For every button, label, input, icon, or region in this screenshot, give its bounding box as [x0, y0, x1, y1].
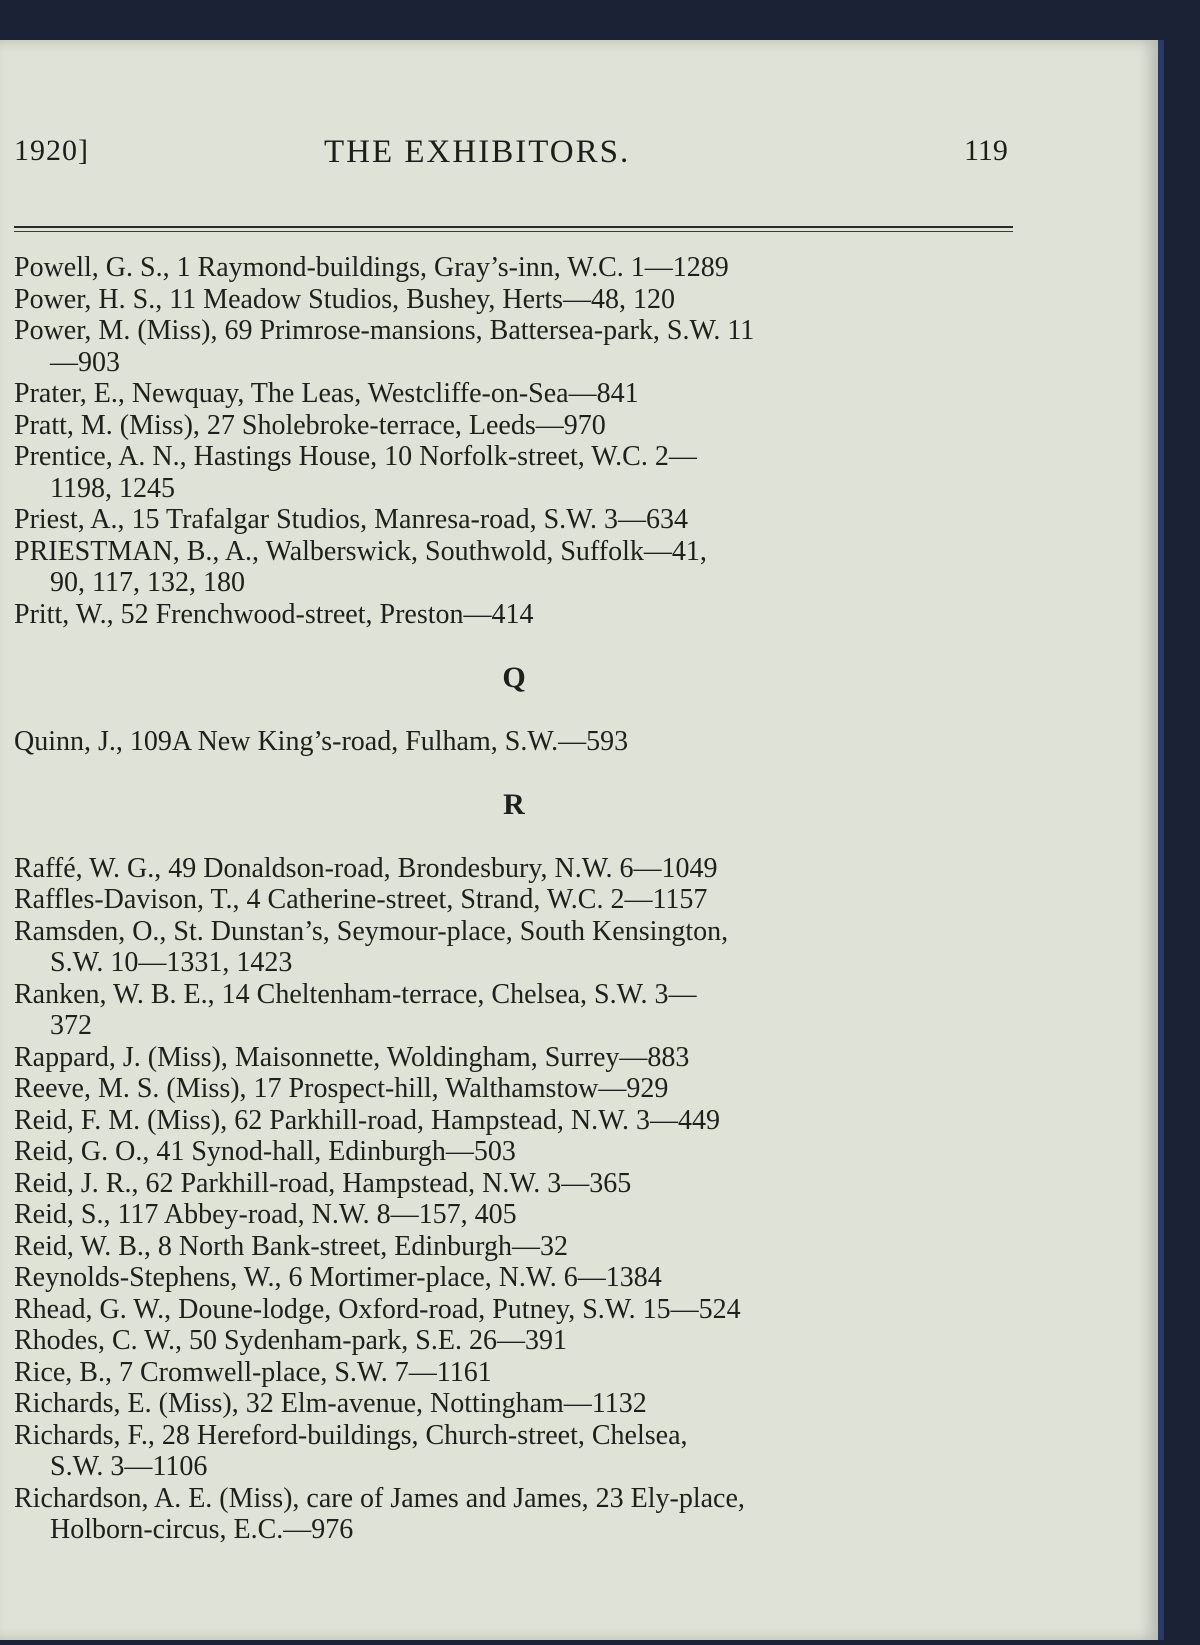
- list-item: Reid, S., 117 Abbey-road, N.W. 8—157, 405: [14, 1199, 517, 1230]
- page-header: [14, 134, 1014, 184]
- list-item-continuation: S.W. 10—1331, 1423: [50, 947, 293, 978]
- section-gap: [14, 757, 1024, 789]
- list-item: Richardson, A. E. (Miss), care of James and James, 23 Ely-place,: [14, 1482, 745, 1514]
- list-item-continuation: Holborn-circus, E.C.—976: [50, 1514, 354, 1545]
- header-rule: [14, 226, 1013, 228]
- list-item: Ranken, W. B. E., 14 Cheltenham-terrace, Chelsea, S.W. 3—: [14, 978, 697, 1010]
- list-item: Prater, E., Newquay, The Leas, Westcliffe-on-Sea—841: [14, 378, 639, 409]
- list-item-continuation: 372: [50, 1010, 92, 1041]
- list-item: Reeve, M. S. (Miss), 17 Prospect-hill, Walthamstow—929: [14, 1073, 669, 1104]
- list-item: Pratt, M. (Miss), 27 Sholebroke-terrace, Leeds—970: [14, 409, 606, 441]
- list-item: Quinn, J., 109A New King’s-road, Fulham, S.W.—593: [14, 725, 629, 757]
- list-item: Prentice, A. N., Hastings House, 10 Norfolk-street, W.C. 2—: [14, 441, 697, 472]
- list-item-continuation: 90, 117, 132, 180: [50, 567, 245, 598]
- list-item: Rice, B., 7 Cromwell-place, S.W. 7—1161: [14, 1356, 492, 1388]
- list-item: PRIESTMAN, B., A., Walberswick, Southwold, Suffolk—41,: [14, 535, 707, 567]
- list-item: Reid, J. R., 62 Parkhill-road, Hampstead, N.W. 3—365: [14, 1167, 632, 1199]
- list-item: Reid, F. M. (Miss), 62 Parkhill-road, Hampstead, N.W. 3—449: [14, 1104, 721, 1136]
- list-item: Powell, G. S., 1 Raymond-buildings, Gray’s-inn, W.C. 1—1289: [14, 252, 729, 283]
- list-item: Priest, A., 15 Trafalgar Studios, Manresa-road, S.W. 3—634: [14, 504, 689, 535]
- list-item: Ramsden, O., St. Dunstan’s, Seymour-place, South Kensington,: [14, 915, 729, 947]
- list-item: Reid, W. B., 8 North Bank-street, Edinburgh—32: [14, 1230, 568, 1262]
- book-page: [0, 40, 1164, 1640]
- list-item-continuation: S.W. 3—1106: [50, 1451, 208, 1482]
- list-item: Rhodes, C. W., 50 Sydenham-park, S.E. 26—391: [14, 1325, 567, 1356]
- list-item: Power, H. S., 11 Meadow Studios, Bushey, Herts—48, 120: [14, 283, 676, 315]
- list-item: Pritt, W., 52 Frenchwood-street, Preston—414: [14, 598, 534, 630]
- list-item: Richards, E. (Miss), 32 Elm-avenue, Nottingham—1132: [14, 1388, 647, 1419]
- list-item: Rhead, G. W., Doune-lodge, Oxford-road, Putney, S.W. 15—524: [14, 1293, 741, 1325]
- list-item: Reid, G. O., 41 Synod-hall, Edinburgh—503: [14, 1136, 516, 1167]
- section-letter-r: R: [503, 788, 525, 821]
- section-gap: [14, 694, 1024, 726]
- list-item: Raffé, W. G., 49 Donaldson-road, Brondesbury, N.W. 6—1049: [14, 852, 718, 884]
- page-number: 119: [964, 134, 1008, 167]
- list-item-continuation: 1198, 1245: [50, 472, 175, 504]
- section-letter-q: Q: [502, 661, 526, 694]
- list-item: Rappard, J. (Miss), Maisonnette, Woldingham, Surrey—883: [14, 1041, 690, 1073]
- list-item-continuation: —903: [50, 346, 120, 378]
- list-item: Raffles-Davison, T., 4 Catherine-street, Strand, W.C. 2—1157: [14, 884, 708, 915]
- page-title: THE EXHIBITORS.: [324, 134, 631, 170]
- section-gap: [14, 821, 1024, 853]
- list-item: Power, M. (Miss), 69 Primrose-mansions, Battersea-park, S.W. 11: [14, 315, 755, 346]
- list-item: Reynolds-Stephens, W., 6 Mortimer-place, N.W. 6—1384: [14, 1262, 662, 1293]
- page-year: 1920]: [14, 134, 89, 167]
- header-rule-thin: [14, 231, 1013, 232]
- list-item: Richards, F., 28 Hereford-buildings, Church-street, Chelsea,: [14, 1419, 688, 1451]
- exhibitor-list: [14, 252, 1024, 1546]
- section-gap: [14, 630, 1024, 662]
